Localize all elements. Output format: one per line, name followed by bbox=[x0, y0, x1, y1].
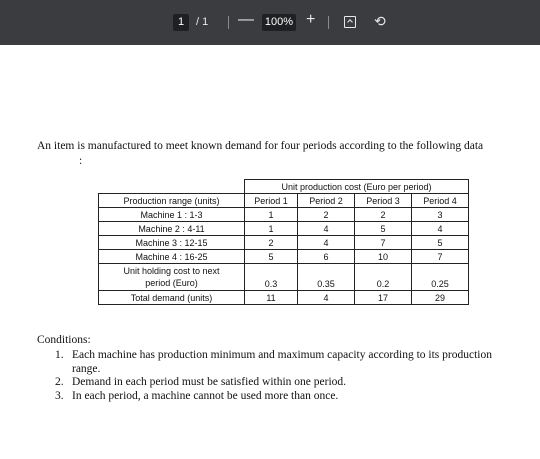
list-text: In each period, a machine cannot be used more than once. bbox=[72, 389, 339, 402]
toolbar-divider bbox=[328, 16, 329, 29]
table-cell: 0.25 bbox=[412, 264, 469, 291]
intro-colon: : bbox=[79, 155, 83, 167]
column-header: Period 2 bbox=[298, 194, 355, 208]
table-header-row bbox=[99, 194, 469, 208]
table-cell: 0.3 bbox=[245, 264, 298, 291]
table-cell: 4 bbox=[298, 291, 355, 305]
table-cell: 1 bbox=[245, 208, 298, 222]
page-separator: / bbox=[196, 16, 200, 28]
pdf-toolbar bbox=[0, 0, 540, 45]
table-cell: 2 bbox=[245, 236, 298, 250]
rotate-icon[interactable]: ⟲ bbox=[374, 13, 386, 29]
zoom-in-button[interactable]: + bbox=[306, 11, 316, 28]
conditions-list bbox=[55, 349, 492, 403]
conditions-title: Conditions: bbox=[37, 334, 91, 346]
list-item bbox=[55, 390, 492, 404]
column-header: Period 3 bbox=[355, 194, 412, 208]
table-row bbox=[99, 222, 469, 236]
table-cell: 17 bbox=[355, 291, 412, 305]
table-cell: 2 bbox=[298, 208, 355, 222]
table-cell: 5 bbox=[355, 222, 412, 236]
table-header-group-row bbox=[99, 180, 469, 194]
demand-label: Total demand (units) bbox=[99, 291, 245, 305]
table-cell: 29 bbox=[412, 291, 469, 305]
table-cell: 5 bbox=[245, 250, 298, 264]
zoom-out-button[interactable]: — bbox=[238, 11, 254, 28]
table-cell: 0.35 bbox=[298, 264, 355, 291]
list-number: 2. bbox=[55, 376, 64, 388]
table-row bbox=[99, 236, 469, 250]
holding-cost-label-line1: Unit holding cost to next bbox=[123, 266, 220, 276]
machine-label: Machine 3 : 12-15 bbox=[99, 236, 245, 250]
holding-cost-label-line2: period (Euro) bbox=[145, 278, 198, 288]
list-number: 3. bbox=[55, 389, 64, 402]
list-item bbox=[55, 376, 492, 390]
table-empty-corner bbox=[99, 180, 245, 194]
toolbar-divider bbox=[228, 16, 229, 29]
machine-label: Machine 1 : 1-3 bbox=[99, 208, 245, 222]
table-cell: 6 bbox=[298, 250, 355, 264]
list-text: Demand in each period must be satisfied within one period. bbox=[72, 376, 347, 388]
table-cell: 4 bbox=[412, 222, 469, 236]
header-group-label: Unit production cost (Euro per period) bbox=[245, 180, 469, 194]
pdf-page bbox=[0, 45, 540, 459]
table-cell: 3 bbox=[412, 208, 469, 222]
table-cell: 4 bbox=[298, 222, 355, 236]
table-cell: 4 bbox=[298, 236, 355, 250]
column-header: Production range (units) bbox=[99, 194, 245, 208]
table-row bbox=[99, 250, 469, 264]
table-cell: 2 bbox=[355, 208, 412, 222]
list-number: 1. bbox=[55, 349, 64, 361]
machine-label: Machine 2 : 4-11 bbox=[99, 222, 245, 236]
table-row bbox=[99, 208, 469, 222]
table-cell: 1 bbox=[245, 222, 298, 236]
list-text: Each machine has production minimum and maximum capacity according to its production range. bbox=[72, 349, 492, 375]
intro-paragraph: An item is manufactured to meet known demand for four periods according to the following data bbox=[37, 140, 484, 152]
table-cell: 5 bbox=[412, 236, 469, 250]
page-total-label bbox=[196, 16, 208, 28]
table-cell: 7 bbox=[412, 250, 469, 264]
machine-label: Machine 4 : 16-25 bbox=[99, 250, 245, 264]
table-row-holding bbox=[99, 264, 469, 291]
holding-cost-label bbox=[99, 264, 245, 291]
page-number-input[interactable]: 1 bbox=[173, 14, 189, 31]
fit-page-icon[interactable] bbox=[344, 16, 356, 28]
column-header: Period 1 bbox=[245, 194, 298, 208]
table-row-demand bbox=[99, 291, 469, 305]
table-cell: 7 bbox=[355, 236, 412, 250]
list-item bbox=[55, 349, 492, 376]
production-cost-table bbox=[98, 179, 469, 305]
page-total: 1 bbox=[202, 16, 209, 28]
column-header: Period 4 bbox=[412, 194, 469, 208]
zoom-level-display[interactable]: 100% bbox=[262, 14, 296, 31]
table-cell: 10 bbox=[355, 250, 412, 264]
table-cell: 11 bbox=[245, 291, 298, 305]
table-cell: 0.2 bbox=[355, 264, 412, 291]
